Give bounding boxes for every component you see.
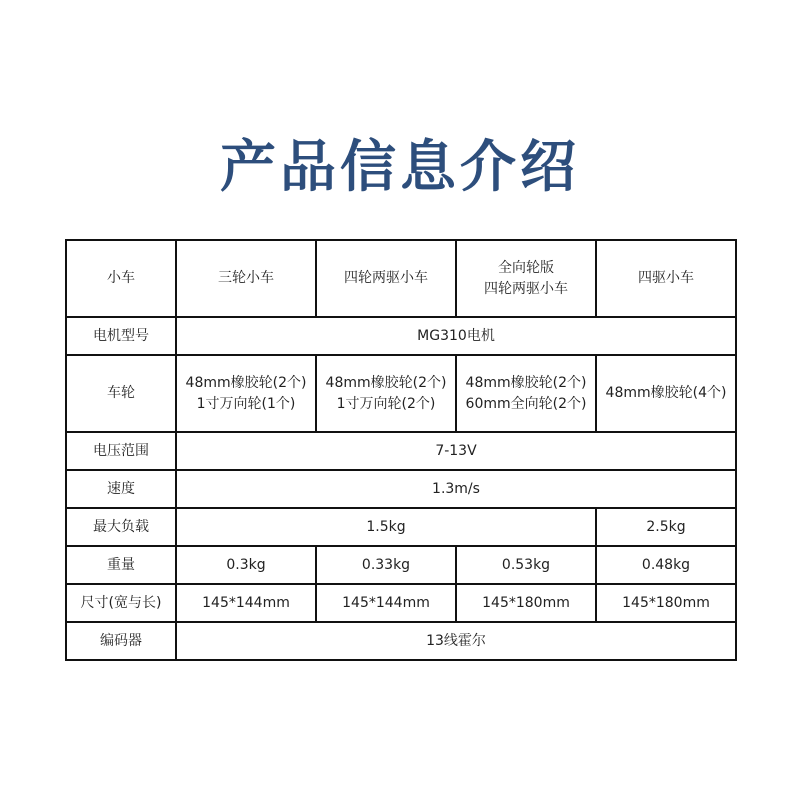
row-label: 最大负载 <box>66 508 176 546</box>
wheel-line: 60mm全向轮(2个) <box>465 395 587 412</box>
table-row-motor <box>66 317 736 355</box>
cell-value: MG310电机 <box>176 317 736 355</box>
cell-value: 1.3m/s <box>176 470 736 508</box>
cell-value: 0.53kg <box>456 546 596 584</box>
wheel-line: 1寸万向轮(1个) <box>196 395 296 412</box>
row-label: 速度 <box>66 470 176 508</box>
row-label: 尺寸(宽与长) <box>66 584 176 622</box>
wheel-line: 48mm橡胶轮(4个) <box>605 385 727 401</box>
table-row-weight <box>66 546 736 584</box>
row-label: 车轮 <box>66 355 176 432</box>
cell-value: 0.48kg <box>596 546 736 584</box>
cell-value: 7-13V <box>176 432 736 470</box>
table-row-speed <box>66 470 736 508</box>
cell-value: 2.5kg <box>596 508 736 546</box>
wheel-line: 1寸万向轮(2个) <box>336 395 436 412</box>
table-row-wheels <box>66 355 736 432</box>
model-name: 四轮两驱小车 <box>316 240 456 317</box>
model-name: 四驱小车 <box>596 240 736 317</box>
cell-value: 145*180mm <box>596 584 736 622</box>
cell-value: 145*144mm <box>176 584 316 622</box>
model-name: 全向轮版 四轮两驱小车 <box>456 240 596 317</box>
cell-value <box>596 355 736 432</box>
cell-value: 13线霍尔 <box>176 622 736 660</box>
table-row-voltage <box>66 432 736 470</box>
cell-value: 145*144mm <box>316 584 456 622</box>
cell-value: 0.3kg <box>176 546 316 584</box>
table-row-size <box>66 584 736 622</box>
page-title: 产品信息介绍 <box>220 135 580 200</box>
table-row-header <box>66 240 736 317</box>
cell-value <box>316 355 456 432</box>
row-label: 小车 <box>66 240 176 317</box>
cell-value: 145*180mm <box>456 584 596 622</box>
row-label: 电机型号 <box>66 317 176 355</box>
row-label: 重量 <box>66 546 176 584</box>
cell-value <box>176 355 316 432</box>
cell-value <box>456 355 596 432</box>
table-row-encoder <box>66 622 736 660</box>
cell-value: 0.33kg <box>316 546 456 584</box>
wheel-line: 48mm橡胶轮(2个) <box>325 374 447 391</box>
wheel-line: 48mm橡胶轮(2个) <box>185 374 307 391</box>
cell-value: 1.5kg <box>176 508 596 546</box>
table-row-max-load <box>66 508 736 546</box>
row-label: 编码器 <box>66 622 176 660</box>
product-spec-table <box>65 239 737 661</box>
model-name: 三轮小车 <box>176 240 316 317</box>
wheel-line: 48mm橡胶轮(2个) <box>465 374 587 391</box>
row-label: 电压范围 <box>66 432 176 470</box>
